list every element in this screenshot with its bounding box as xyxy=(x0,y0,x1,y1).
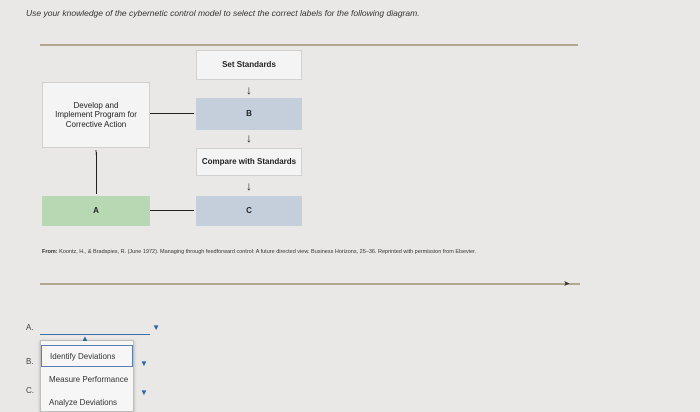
answer-label-b: B. xyxy=(26,357,34,366)
divider-top xyxy=(40,44,578,46)
set-standards-text: Set Standards xyxy=(222,60,276,70)
caret-up-icon: ▲ xyxy=(81,334,89,343)
develop-box xyxy=(42,82,150,148)
a-label: A xyxy=(93,206,99,216)
connector-a-to-develop xyxy=(96,152,97,194)
option-identify-deviations[interactable]: Identify Deviations xyxy=(41,345,133,367)
answer-label-a: A. xyxy=(26,323,34,332)
a-box xyxy=(42,196,150,226)
question-text: Use your knowledge of the cybernetic control model to select the correct labels for the following diagram. xyxy=(26,8,420,18)
set-standards-box xyxy=(196,50,302,80)
dropdown-a[interactable] xyxy=(40,321,160,335)
option-measure-performance[interactable]: Measure Performance xyxy=(49,374,129,384)
develop-box-text: Develop and Implement Program for Corrective Action xyxy=(55,101,137,129)
chevron-down-icon[interactable]: ▼ xyxy=(152,323,160,332)
source-citation: From: Koontz, H., & Bradspies, R. (June 1972). Managing through feedforward control: A future directed view. Business Horizons, 25–36. Reprinted with permission from Elsevier. xyxy=(42,249,477,255)
dropdown-menu[interactable] xyxy=(40,334,134,412)
option-analyze-deviations[interactable]: Analyze Deviations xyxy=(49,397,118,407)
c-label: C xyxy=(246,206,252,216)
chevron-down-icon[interactable]: ▼ xyxy=(140,388,148,397)
compare-text: Compare with Standards xyxy=(201,157,297,167)
chevron-down-icon[interactable]: ▼ xyxy=(140,359,148,368)
answer-label-c: C. xyxy=(26,386,34,395)
arrow-down-icon: ↓ xyxy=(246,131,252,145)
arrow-down-icon: ↓ xyxy=(246,179,252,193)
connector-c-to-a xyxy=(150,210,194,211)
arrow-right-icon: ➤ xyxy=(563,279,570,288)
b-label: B xyxy=(246,109,252,119)
divider-bottom xyxy=(40,279,580,288)
c-box xyxy=(196,196,302,226)
arrow-down-icon: ↓ xyxy=(246,83,252,97)
compare-box xyxy=(196,148,302,176)
b-box xyxy=(196,98,302,130)
arrow-up-icon: ↑ xyxy=(93,147,99,157)
connector-b-to-develop xyxy=(150,113,194,114)
